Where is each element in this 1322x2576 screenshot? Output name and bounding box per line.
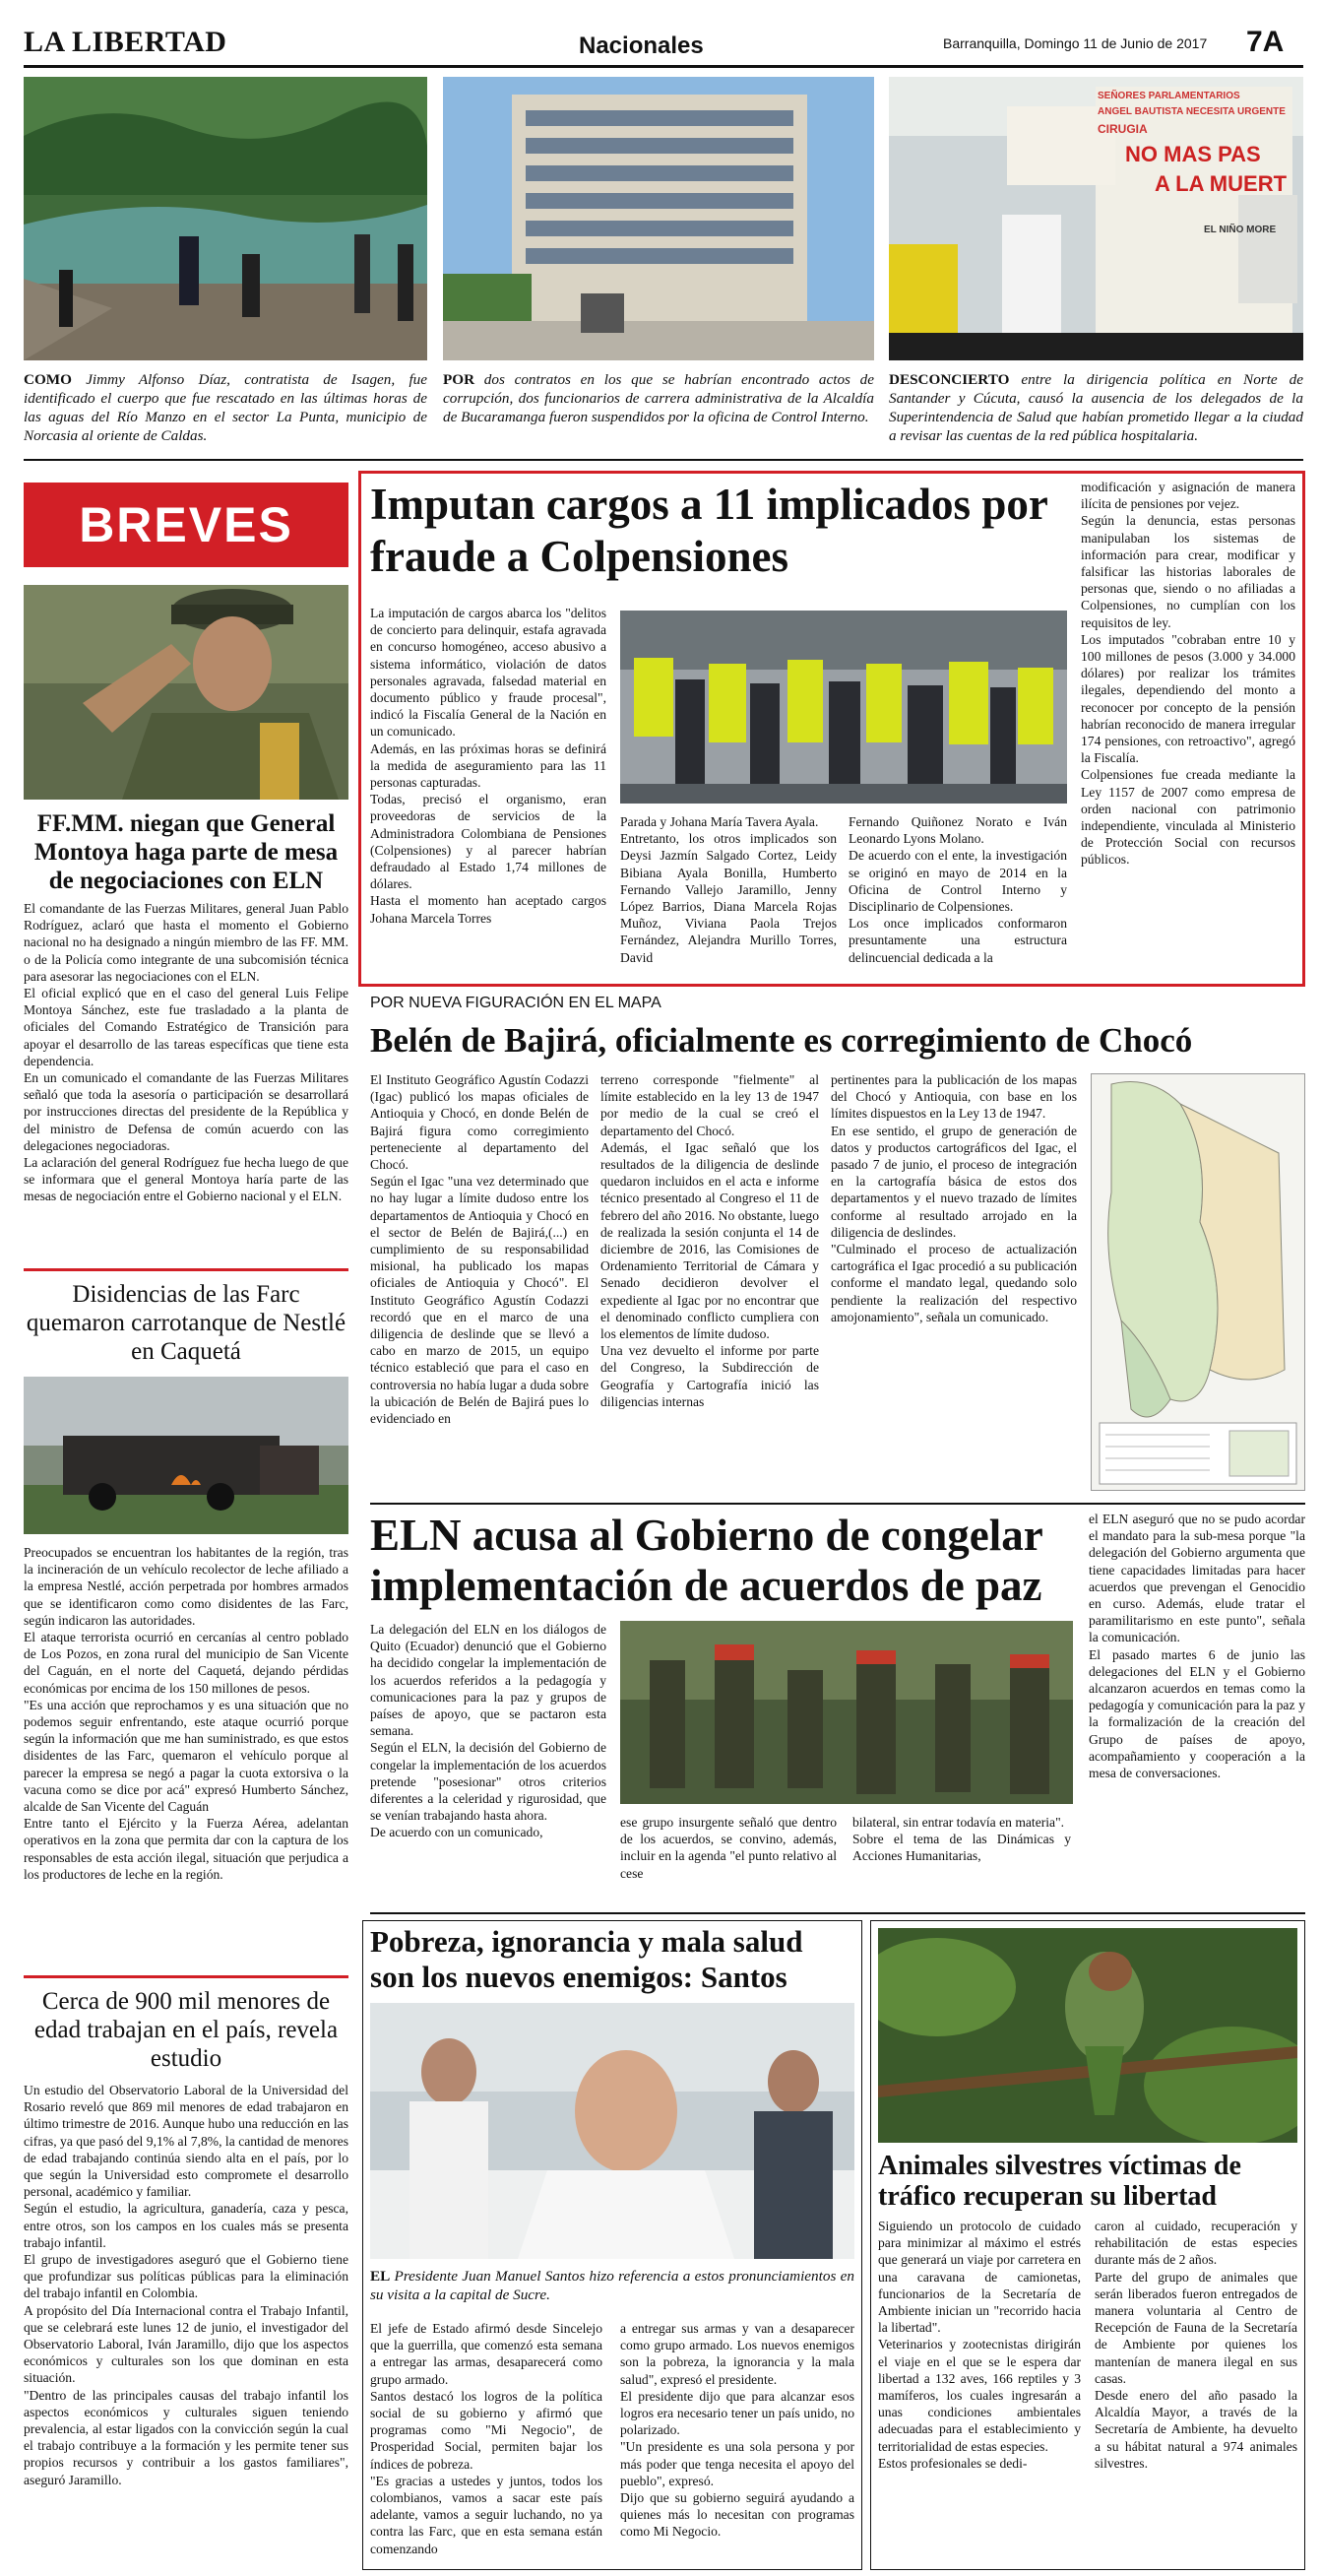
protest-sign-line2: ANGEL BAUTISTA NECESITA URGENTE: [1098, 106, 1286, 117]
eln-headline: ELN acusa al Gobierno de congelar implementación de acuerdos de paz: [370, 1511, 1042, 1610]
top-section-rule: [24, 459, 1303, 461]
eln-col4: el ELN aseguró que no se pudo acordar el mandato para la sub-mesa porque "la delegación del Gobierno argumenta que tiene capacidades limitadas para hacer acuerdos que prevengan el Genocidio en curso. Además, elude tratar el paramilitarismo en este punto", señala la comunicación. El pasado martes 6 de junio las delegaciones del ELN y el Gobierno alcanzaron acuerdos en temas como la pedagogía y comunicación para la paz y la formalización de la creación del Grupo de países de apoyo, acompañamiento y cooperación a la mesa de conversaciones.: [1089, 1512, 1305, 1781]
colpensiones-headline: Imputan cargos a 11 implicados por fraude a Colpensiones: [370, 480, 1048, 581]
caption-text: Presidente Juan Manuel Santos hizo referencia a estos pronunciamientos en su visita a la capital de Sucre.: [370, 2268, 854, 2303]
caption-text: entre la dirigencia política en Norte de Santander y Cúcuta, causó la ausencia de los delegados de la Superintendencia de Salud que habían prometido llegar a la ciudad a revisar las cuentas de la red pública hospitalaria.: [889, 371, 1303, 444]
page-number: 7A: [1246, 26, 1285, 58]
bajira-col2: terreno corresponde "fielmente" al límite establecido en la ley 13 de 1947 por medio de la cual se creó el departamento del Chocó. Además, el Igac señaló que los resultados de la diligencia de deslinde quedaron incluidos en el acta e informe técnico presentado al Congreso el 11 de febrero del año 2016. No obstante, luego de realizada la sesión conjunta el 14 de diciembre de 2016, las Comisiones de Ordenamiento Territorial de Cámara y Senado decidieron devolver el expediente al Igac por no encontrar que el denominado conflicto cumpliera con los elementos de límite dudoso. Una vez devuelto el informe por parte del Congreso, la Subdirección de Geografía y Cartografía inició las diligencias internas: [600, 1072, 819, 1409]
choco-map: [1091, 1073, 1305, 1491]
protest-sign-line3: CIRUGIA: [1098, 122, 1148, 136]
photo-caption-3: [889, 370, 1303, 453]
animales-col1: Siguiendo un protocolo de cuidado para minimizar al máximo el estrés que generará un viaje por carretera en una caravana de camionetas, funcionarios de la Secretaría de Ambiente inician un "recorrido hacia la libertad". Veterinarios y zootecnistas dirigirán el viaje en el que se le espera dar libertad a 132 aves, 166 reptiles y 3 mamíferos, los cuales ingresarán a unas condiciones ambientales adecuadas para el establecimiento y territorialidad de estas especies. Estos profesionales se dedi-: [878, 2219, 1081, 2471]
santos-photo: [370, 2003, 854, 2259]
animales-col2: caron al cuidado, recuperación y rehabilitación de estas especies durante más de 2 años. Parte del grupo de animales que serán liberados fueron entregados de manera voluntaria al Centro de Recepción de Fauna de la Secretaría de Ambiente por quienes los mantenían de manera ilegal en sus casas. Desde enero del año pasado la Alcaldía Mayor, a través de la Secretaría de Ambiente, ha devuelto a su hábitat natural a 974 animales silvestres.: [1095, 2219, 1297, 2471]
bajira-bottom-rule: [370, 1503, 1305, 1505]
protest-photo: [889, 77, 1303, 360]
section-name: Nacionales: [579, 32, 704, 59]
breves-headline-2: Disidencias de las Farc quemaron carrotanque de Nestlé en Caquetá: [26, 1281, 346, 1365]
colpensiones-col4: modificación y asignación de manera ilícita de pensiones por vejez. Según la denuncia, estas personas manipulaban los sistemas de información para crear, modificar y falsificar las historias laborales de personas que, siendo o no afiliadas a Colpensiones, no cumplían con los requisitos de ley. Los imputados "cobraban entre 10 y 100 millones de pesos (3.000 y 34.000 dólares) por realizar los trámites ilegales, dependiendo del monto a reconocer por concepto de la pensión habrían reconocido de manera irregular 174 pensiones, con retroactivo", agregó la Fiscalía. Colpensiones fue creada mediante la Ley 1157 de 2007 como empresa de orden nacional con patrimonio independiente, vinculada al Ministerio de Protección Social con recursos públicos.: [1081, 480, 1295, 868]
bajira-col3: pertinentes para la publicación de los mapas del Chocó y Antioquia, con base en los límites dispuestos en la Ley 13 de 1947. En ese sentido, el grupo de generación de datos y productos cartográficos del Igac, el pasado 7 de junio, el proceso de integración en la cartografía básica de estos dos departamentos y el nuevo trazado de límites conforme al resultado arrojado en la diligencia de deslindes. "Culminado el proceso de actualización cartográfica el Igac procedió a su publicación conforme el mandato legal, quedando solo pendiente la realización del respectivo amojonamiento", señala un comunicado.: [831, 1072, 1077, 1324]
protest-sign-line5: A LA MUERT: [1155, 171, 1288, 196]
bajira-headline: Belén de Bajirá, oficialmente es corregimiento de Chocó: [370, 1021, 1193, 1060]
eln-col2: ese grupo insurgente señaló que dentro de los acuerdos, se convino, además, incluir en la agenda "el punto relativo al cese: [620, 1815, 837, 1881]
colpensiones-col1: La imputación de cargos abarca los "delitos de concierto para delinquir, estafa agravada en concurso homogéneo, acceso abusivo a sistema informático, violación de datos personales agravada, falsedad material en documento público y fraude procesal", indicó la Fiscalía General de la Nación en un comunicado. Además, en las próximas horas se definirá la medida de aseguramiento para las 11 personas capturadas. Todas, precisó el organismo, eran proveedoras de servicios de la Administradora Colombiana de Pensiones (Colpensiones) y al parecer habrían defraudado al Estado 1,74 millones de dólares. Hasta el momento han aceptado cargos Johana Marcela Torres: [370, 606, 606, 926]
river-rescue-photo: [24, 77, 427, 360]
colpensiones-arrests-photo: [620, 611, 1067, 804]
colpensiones-col3: Fernando Quiñonez Norato e Iván Leonardo Lyons Molano. De acuerdo con el ente, la investigación se originó en mayo de 2014 en la Oficina de Control Interno y Disciplinario de Colpensiones. Los once implicados conformaron presuntamente una estructura delincuencial dedicada a la: [849, 814, 1067, 965]
bajira-col1: El Instituto Geográfico Agustín Codazzi (Igac) publicó los mapas oficiales de Antioquia y Chocó, en donde Belén de Bajirá figura como corregimiento perteneciente al departamento del Chocó. Según el Igac "una vez determinado que no hay lugar a límite dudoso entre los departamentos de Antioquia y Chocó en el sector de Belén de Bajirá,(...) en cumplimiento de su responsabilidad misional, ha publicado los mapas oficiales de Antioquia y Chocó". El Instituto Geográfico Agustín Codazzi recordó que en el marco de una diligencia de deslinde que se llevó a cabo en marzo de 2015, un equipo técnico estableció que para el caso en controversia no había lugar a duda sobre la ubicación de Belén de Bajirá pues lo evidenciado en: [370, 1072, 589, 1427]
dateline: Barranquilla, Domingo 11 de Junio de 2017: [943, 35, 1208, 51]
breves-banner: [24, 483, 348, 567]
breves-body-3: Un estudio del Observatorio Laboral de la Universidad del Rosario reveló que 869 mil menores de edad trabajaron en último trimestre de 2016. Aunque hubo una reducción en las cifras, ya que pasó del 9,1% al 7,8%, la cantidad de menores de edad trabajando continúa siendo alta en el país, por lo que según la Universidad esto compromete el desarrollo personal, académico y familiar. Según el estudio, la agricultura, ganadería, caza y pesca, entre otros, son los campos en los cuales más se presenta trabajo infantil. El grupo de investigadores aseguró que el Gobierno tiene que profundizar sus políticas públicas para la eliminación del trabajo infantil en Colombia. A propósito del Día Internacional contra el Trabajo Infantil, que se celebrará este lunes 12 de junio, el investigador del Observatorio Laboral, Iván Jaramillo, dijo que los aspectos económicos y culturales son los que dominan en esta situación. "Dentro de las principales causas del trabajo infantil los aspectos económicos y culturales siguen teniendo prevalencia, al estar ligados con la convicción según la cual el trabajo contribuye a la formación y les permite tener sus propios recursos y contribuir a los gastos familiares", aseguró Jaramillo.: [24, 2083, 348, 2487]
parrot-photo: [878, 1928, 1297, 2143]
breves-body-1: El comandante de las Fuerzas Militares, general Juan Pablo Rodríguez, aclaró que hasta el momento el Gobierno nacional no ha designado a ningún miembro de las FF. MM. o de la Policía como integrante de una subcomisión técnica para asesorar las negociaciones con el ELN. El oficial explicó que en el caso del general Luis Felipe Montoya Sánchez, este fue trasladado a la planta de oficiales del Comando Estratégico de Transición para apoyar el desarrollo de las tareas específicas que tiene esta dependencia. En un comunicado el comandante de las Fuerzas Militares señaló que toda la asesoría o participación se desarrollará por instrucciones directas del presidente de la República y del ministro de Defensa de común acuerdo con las delegaciones negociadoras. La aclaración del general Rodríguez fue hecha luego de que se informara que el general Montoya haría parte de las mesas de negociación entre el Gobierno nacional y el ELN.: [24, 901, 348, 1204]
general-salute-photo: [24, 585, 348, 800]
santos-col1: El jefe de Estado afirmó desde Sincelejo que la guerrilla, que comenzó esta semana a entregar las armas, desaparecerá como grupo armado. Santos destacó los logros de la política social de su gobierno y afirmó que programas como "Mi Negocio", de Prosperidad Social, permiten bajar los índices de pobreza. "Es gracias a ustedes y juntos, todos los colombianos, vamos a sacar este país adelante, vamos a seguir luchando, no ya contra las Farc, que en esta semana están comenzando: [370, 2321, 602, 2556]
caption-lead: POR: [443, 371, 475, 388]
breves-headline-3: Cerca de 900 mil menores de edad trabajan en el país, revela estudio: [33, 1988, 339, 2072]
caption-text: dos contratos en los que se habrían encontrado actos de corrupción, dos funcionarios de carrera administrativa de la Alcaldía de Bucaramanga fueron suspendidos por la oficina de Control Interno.: [443, 371, 874, 425]
breves-body-2: Preocupados se encuentran los habitantes de la región, tras la incineración de un vehículo recolector de leche afiliado a la empresa Nestlé, acción perpetrada por hombres armados que se identificaron como como disidentes de las Farc, según indicaron las autoridades. El ataque terrorista ocurrió en cercanías al centro poblado de Los Pozos, en zona rural del municipio de San Vicente del Caguán, en el norte del Caquetá, dejando pérdidas económicas por encima de los 150 millones de pesos. "Es una acción que reprochamos y es una situación que no podemos seguir enfrentando, este ataque ocurrió porque según la información que me han suministrado, es que estos disidentes de las Farc, quemaron el vehículo porque al parecer la empresa se negó a pagar la cuota extorsiva o la vacuna como se dice por acá" expresó Humberto Sánchez, alcalde de San Vicente del Caguán Entre tanto el Ejército y la Fuerza Aérea, adelantan operativos en la zona que permita dar con la captura de los responsables de esta acción ilegal, situación que perjudica a los productores de leche en la región.: [24, 1545, 348, 1882]
bajira-kicker: POR NUEVA FIGURACIÓN EN EL MAPA: [370, 995, 661, 1011]
caption-lead: COMO: [24, 371, 72, 388]
santos-caption: [370, 2267, 854, 2310]
photo-caption-1: [24, 370, 427, 453]
burned-truck-photo: [24, 1377, 348, 1534]
protest-sign-line4: NO MAS PAS: [1125, 142, 1261, 166]
eln-col1: La delegación del ELN en los diálogos de Quito (Ecuador) denunció que el Gobierno ha decidido congelar la implementación de los acuerdos referidos a la pedagogía y comunicaciones para la paz y grupos de países de apoyo, que se pactaron esta semana. Según el ELN, la decisión del Gobierno de congelar la implementación de los acuerdos pretende "posesionar" otros criterios diferentes a la celeridad y rigurosidad, que se venían trabajando hasta ahora. De acuerdo con un comunicado,: [370, 1622, 606, 1840]
protest-sign-side: EL NIÑO MORE: [1204, 225, 1277, 235]
caption-text: Jimmy Alfonso Díaz, contratista de Isagen, fue identificado el cuerpo que fue rescatado en las últimas horas de las aguas del Río Manzo en el sector La Punta, municipio de Norcasia al oriente de Caldas.: [24, 371, 427, 444]
masthead: LA LIBERTAD: [24, 26, 227, 58]
caption-lead: DESCONCIERTO: [889, 371, 1010, 388]
caption-lead: EL: [370, 2268, 391, 2285]
colpensiones-col2: Parada y Johana María Tavera Ayala. Entretanto, los otros implicados son Deysi Jazmín Salgado Cortez, Leidy Bibiana Ayala Bonilla, Humberto Fernando Vallejo Jaramillo, Jenny López Barrios, Diana Marcela Rojas Muñoz, Viviana Paola Trejos Fernández, Alejandra Murillo Torres, David: [620, 814, 837, 965]
breves-headline-1: FF.MM. niegan que General Montoya haga parte de mesa de negociaciones con ELN: [33, 810, 339, 894]
breves-divider-1: [24, 1268, 348, 1271]
eln-guerrilla-photo: [620, 1621, 1073, 1804]
breves-divider-2: [24, 1975, 348, 1978]
protest-sign-line1: SEÑORES PARLAMENTARIOS: [1098, 91, 1240, 101]
breves-title: BREVES: [79, 497, 293, 552]
santos-headline: Pobreza, ignorancia y mala salud son los nuevos enemigos: Santos: [370, 1924, 803, 1994]
bucaramanga-building-photo: [443, 77, 874, 360]
santos-col2: a entregar sus armas y van a desaparecer como grupo armado. Los nuevos enemigos son la pobreza, la ignorancia y la mala salud", expresó el presidente. El presidente dijo que para alcanzar esos logros era necesario tener un país unido, no polarizado. "Un presidente es una sola persona y por más poder que tenga necesita el apoyo del pueblo", expresó. Dijo que su gobierno seguirá ayudando a quienes más lo necesitan con programas como Mi Negocio.: [620, 2321, 854, 2540]
eln-bottom-rule: [370, 1912, 1305, 1914]
animales-headline: Animales silvestres víctimas de tráfico recuperan su libertad: [878, 2151, 1241, 2212]
eln-col3: bilateral, sin entrar todavía en materia". Sobre el tema de las Dinámicas y Acciones Humanitarias,: [852, 1815, 1071, 1864]
header-rule: [24, 65, 1303, 68]
photo-caption-2: [443, 370, 874, 453]
